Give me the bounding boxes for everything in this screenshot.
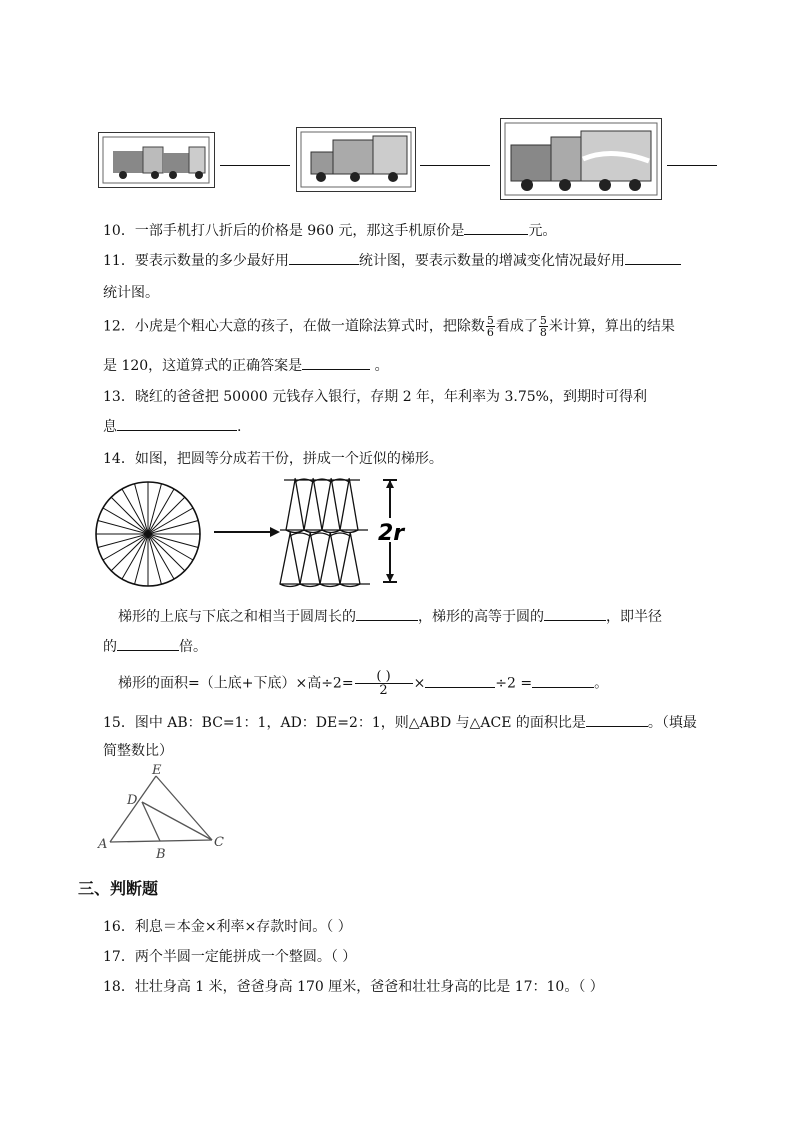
q15-text-a: 15．图中 AB：BC=1：1，AD：DE=2：1，则△ABD 与△ACE 的面积比是	[103, 715, 586, 731]
q14-text-f: 倍。	[179, 639, 207, 655]
q14-text-i: ÷2 =	[495, 675, 533, 692]
question-12-cont	[103, 355, 389, 375]
q12-fraction-2: $\frac{5}{8}$	[539, 314, 547, 339]
question-15	[103, 712, 697, 732]
q15-text-b: 。（填最	[647, 715, 697, 731]
q10-blank[interactable]	[464, 221, 528, 235]
q11-text-c: 统计图。	[103, 285, 159, 301]
box-truck-icon	[297, 128, 415, 191]
question-17	[103, 946, 356, 966]
q11-text-a: 11．要表示数量的多少最好用	[103, 253, 289, 269]
question-14	[103, 448, 443, 468]
q16-text: 16．利息＝本金×利率×存款时间。（ ）	[103, 919, 352, 935]
question-13	[103, 386, 647, 406]
question-10	[103, 220, 556, 240]
question-12	[103, 315, 675, 338]
q12-text-c: 米计算，算出的结果	[548, 318, 675, 335]
section-title: 三、判断题	[78, 879, 159, 898]
q13-text-a: 13．晓红的爸爸把 50000 元钱存入银行，存期 2 年，年利率为 3.75%，到期时可得利	[103, 389, 647, 405]
q15-text-c: 简整数比）	[103, 743, 173, 759]
truck-pair-icon	[99, 133, 214, 187]
q14-blank-5[interactable]	[532, 674, 594, 688]
label-e: E	[152, 763, 162, 778]
q11-blank-2[interactable]	[625, 251, 681, 265]
q10-unit: 元。	[528, 223, 557, 239]
q12-fraction-1: $\frac{5}{6}$	[486, 314, 494, 339]
q13-text-b: 息	[103, 419, 117, 435]
semi-truck-icon	[501, 119, 661, 199]
q14-text-b: 梯形的上底与下底之和相当于圆周长的	[118, 609, 356, 625]
trapezoid-shape	[280, 479, 370, 587]
label-c: C	[214, 835, 224, 850]
q14-figure	[94, 474, 414, 590]
answer-line-truck-1	[220, 165, 290, 166]
q10-text: 10．一部手机打八折后的价格是 960 元，那这手机原价是	[103, 223, 465, 239]
q14-text-j: 。	[594, 675, 609, 692]
q12-text-e: 。	[374, 358, 389, 374]
q14-fraction: $\frac{( )}{2}$	[355, 670, 413, 697]
question-15-cont	[103, 740, 173, 760]
question-14-line3	[103, 636, 207, 656]
q12-blank[interactable]	[302, 356, 370, 370]
label-b: B	[156, 847, 166, 862]
label-a: A	[98, 837, 108, 852]
q12-text-a: 12．小虎是个粗心大意的孩子，在做一道除法算式时，把除数	[103, 318, 485, 335]
q14-blank-4[interactable]	[425, 674, 495, 688]
question-11	[103, 250, 681, 270]
truck-image-2	[296, 127, 416, 192]
q13-blank[interactable]	[117, 417, 237, 431]
q14-text-h: ×	[413, 675, 426, 692]
q14-text-c: ，梯形的高等于圆的	[418, 609, 544, 625]
q13-text-c: .	[237, 419, 242, 435]
q15-triangle-figure	[94, 762, 234, 862]
q18-text: 18．壮壮身高 1 米，爸爸身高 170 厘米，爸爸和壮壮身高的比是 17：10。（ ）	[103, 979, 604, 995]
answer-line-truck-2	[420, 165, 490, 166]
height-label: 2r	[378, 521, 405, 546]
question-14-line4	[118, 670, 608, 697]
q14-blank-3[interactable]	[117, 637, 179, 651]
q14-blank-1[interactable]	[356, 607, 418, 621]
question-13-cont	[103, 416, 241, 436]
q11-text-b: 统计图，要表示数量的增减变化情况最好用	[358, 253, 625, 269]
q14-text-e: 的	[103, 639, 117, 655]
divided-circle	[96, 482, 200, 586]
truck-image-3	[500, 118, 662, 200]
answer-line-truck-3	[667, 165, 717, 166]
q14-text-a: 14．如图，把圆等分成若干份，拼成一个近似的梯形。	[103, 451, 443, 467]
label-d: D	[127, 793, 138, 808]
q12-text-d: 是 120，这道算式的正确答案是	[103, 358, 303, 374]
q14-text-g: 梯形的面积=（上底+下底）×高÷2=	[118, 675, 354, 692]
q14-blank-2[interactable]	[544, 607, 606, 621]
q11-blank-1[interactable]	[289, 251, 359, 265]
q17-text: 17．两个半圆一定能拼成一个整圆。（ ）	[103, 949, 357, 965]
question-18	[103, 976, 604, 996]
q12-text-b: 看成了	[495, 318, 538, 335]
q14-text-d: ，即半径	[606, 609, 662, 625]
question-14-line2	[118, 606, 662, 626]
truck-image-1	[98, 132, 215, 188]
q15-blank[interactable]	[586, 713, 648, 727]
question-11-cont	[103, 282, 159, 302]
question-16	[103, 916, 352, 936]
arrow-icon	[214, 527, 280, 537]
